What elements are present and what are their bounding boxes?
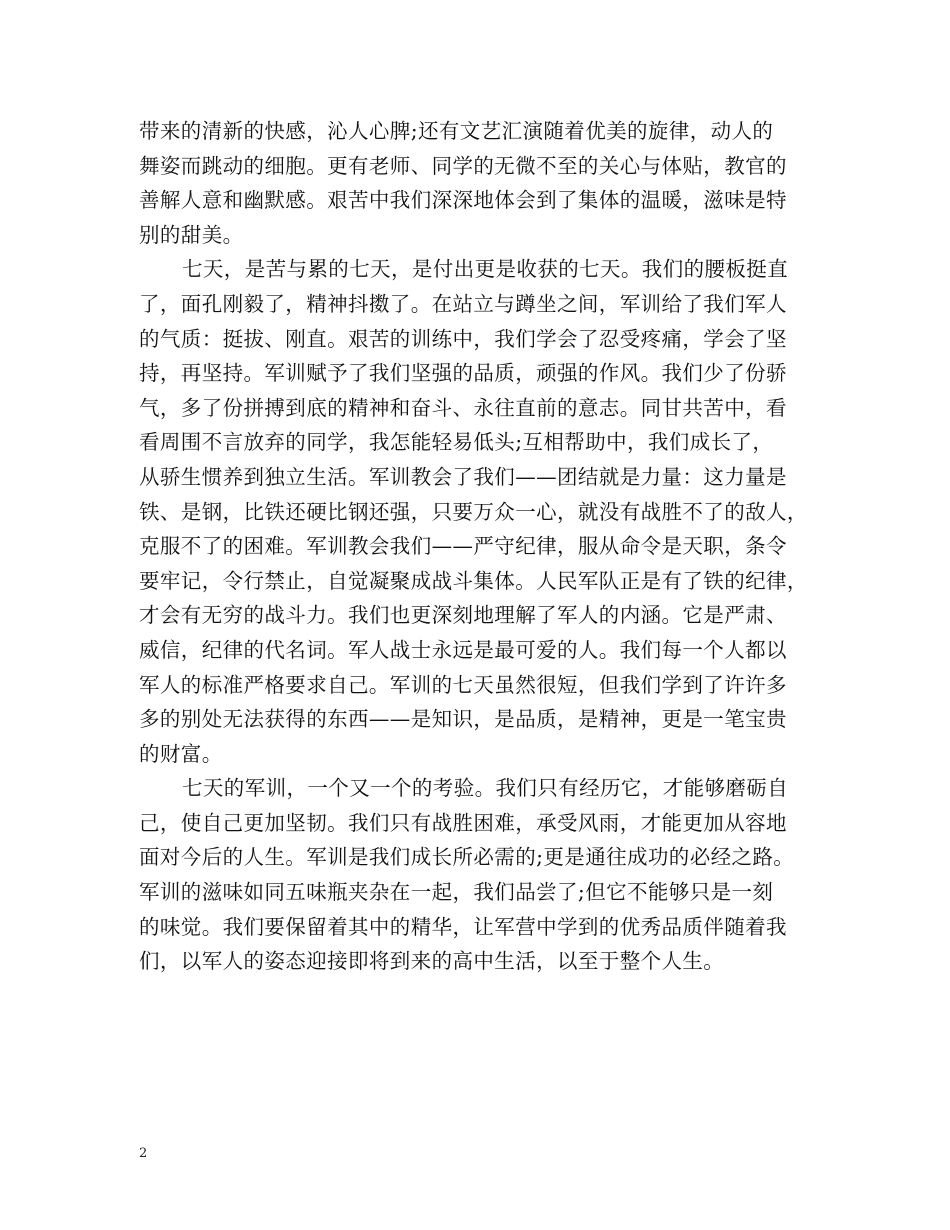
text-line: 的味觉。我们要保留着其中的精华，让军营中学到的优秀品质伴随着我 <box>139 914 787 939</box>
text-line: 从骄生惯养到独立生活。军训教会了我们——团结就是力量：这力量是 <box>139 464 787 489</box>
text-line: 气，多了份拼搏到底的精神和奋斗、永往直前的意志。同甘共苦中，看 <box>139 395 787 420</box>
text-line: 的财富。 <box>139 741 223 766</box>
text-line: 舞姿而跳动的细胞。更有老师、同学的无微不至的关心与体贴，教官的 <box>139 153 787 178</box>
text-line: 己，使自己更加坚韧。我们只有战胜困难，承受风雨，才能更加从容地 <box>139 810 787 835</box>
text-line: 要牢记，令行禁止，自觉凝聚成战斗集体。人民军队正是有了铁的纪律， <box>139 568 808 593</box>
body-text <box>139 114 819 979</box>
text-line: 军训的滋味如同五味瓶夹杂在一起，我们品尝了;但它不能够只是一刻 <box>139 880 774 905</box>
text-line: 铁、是钢，比铁还硬比钢还强，只要万众一心，就没有战胜不了的敌人， <box>139 499 808 524</box>
page-number: 2 <box>139 1146 148 1161</box>
paragraph-start-line: 七天，是苦与累的七天，是付出更是收获的七天。我们的腰板挺直 <box>182 257 789 282</box>
text-line: 面对今后的人生。军训是我们成长所必需的;更是通往成功的必经之路。 <box>139 845 795 870</box>
text-line: 持，再坚持。军训赋予了我们坚强的品质，顽强的作风。我们少了份骄 <box>139 361 787 386</box>
text-line: 克服不了的困难。军训教会我们——严守纪律，服从命令是天职，条令 <box>139 534 787 559</box>
text-line: 带来的清新的快感，沁人心脾;还有文艺汇演随着优美的旋律，动人的 <box>139 119 774 143</box>
text-line: 们，以军人的姿态迎接即将到来的高中生活，以至于整个人生。 <box>139 949 725 974</box>
text-line: 军人的标准严格要求自己。军训的七天虽然很短，但我们学到了许许多 <box>139 672 787 697</box>
text-line: 了，面孔刚毅了，精神抖擞了。在站立与蹲坐之间，军训给了我们军人 <box>139 291 787 316</box>
text-line: 威信，纪律的代名词。军人战士永远是最可爱的人。我们每一个人都以 <box>139 637 787 662</box>
text-line: 多的别处无法获得的东西——是知识，是品质，是精神，更是一笔宝贵 <box>139 707 787 732</box>
text-line: 别的甜美。 <box>139 222 244 247</box>
text-line: 善解人意和幽默感。艰苦中我们深深地体会到了集体的温暖，滋味是特 <box>139 188 787 213</box>
text-line: 的气质：挺拔、刚直。艰苦的训练中，我们学会了忍受疼痛，学会了坚 <box>139 326 787 351</box>
text-line: 看周围不言放弃的同学，我怎能轻易低头;互相帮助中，我们成长了， <box>139 430 774 455</box>
text-line: 才会有无穷的战斗力。我们也更深刻地理解了军人的内涵。它是严肃、 <box>139 603 787 628</box>
paragraph-start-line: 七天的军训，一个又一个的考验。我们只有经历它，才能够磨砺自 <box>182 776 789 801</box>
